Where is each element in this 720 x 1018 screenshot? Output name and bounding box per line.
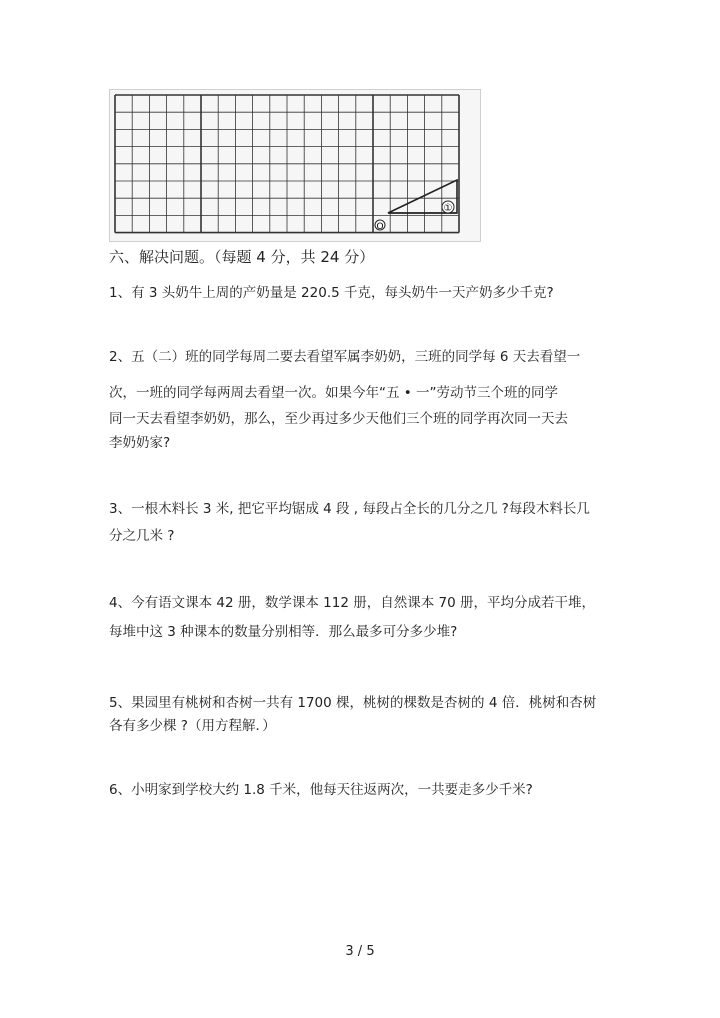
question-6: 6、小明家到学校大约 1.8 千米，他每天往返两次，一共要走多少千米? [109,782,533,798]
question-1: 1、有 3 头奶牛上周的产奶量是 220.5 千克，每头奶牛一天产奶多少千克? [109,285,554,301]
grid-svg [110,90,480,241]
question-2-line-2: 次，一班的同学每两周去看望一次。如果今年“五 • 一”劳动节三个班的同学 [109,385,559,401]
origin-label: O [376,222,384,232]
grid-figure [109,89,481,242]
question-5-line-2: 各有多少棵 ?（用方程解．） [109,718,276,734]
question-3-line-2: 分之几米 ? [109,528,175,544]
question-4-line-1: 4、今有语文课本 42 册，数学课本 112 册，自然课本 70 册，平均分成若干堆， [109,595,595,611]
question-5-line-1: 5、果园里有桃树和杏树一共有 1700 棵，桃树的棵数是杏树的 4 倍．桃树和杏树 [109,695,597,711]
question-2-line-1: 2、五（二）班的同学每周二要去看望军属李奶奶，三班的同学每 6 天去看望一 [109,349,581,365]
page-number: 3 / 5 [345,944,375,959]
question-3-line-1: 3、一根木料长 3 米, 把它平均锯成 4 段 , 每段占全长的几分之几 ?每段木料长几 [109,501,590,517]
question-2-line-4: 李奶奶家? [109,435,171,451]
grid-lines [115,95,459,233]
question-4-line-2: 每堆中这 3 种课本的数量分别相等．那么最多可分多少堆? [109,624,458,640]
section-title: 六、解决问题。（每题 4 分，共 24 分） [109,248,375,266]
question-2-line-3: 同一天去看望李奶奶，那么，至少再过多少天他们三个班的同学再次同一天去 [109,411,568,427]
shape-label: ① [443,203,453,214]
